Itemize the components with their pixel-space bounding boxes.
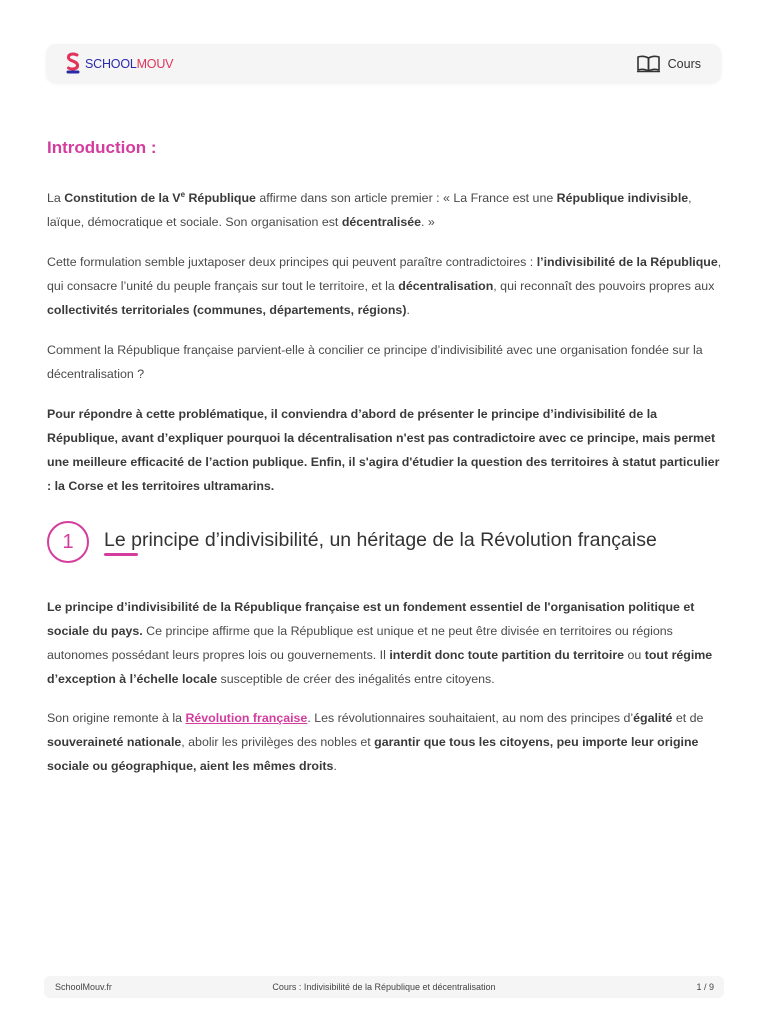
bold-term: collectivités territoriales (communes, départements, régions) (47, 303, 407, 317)
constitution-term (64, 191, 256, 205)
bold-term: souveraineté nationale (47, 735, 182, 749)
introduction-title: Introduction : (47, 138, 157, 157)
text: République (185, 191, 256, 205)
revolution-francaise-link[interactable]: Révolution française (185, 711, 308, 725)
superscript: e (180, 189, 186, 199)
bold-term: tout régime d’exception à l’échelle locale (47, 648, 713, 686)
bold-term: République indivisible (556, 191, 689, 205)
top-header (46, 44, 721, 83)
schoolmouv-logo[interactable] (66, 52, 173, 76)
section-number-badge: 1 (47, 521, 89, 563)
section-1-paragraph-1 (47, 595, 723, 691)
page-footer (44, 976, 724, 998)
text: Cette formulation semble juxtaposer deux principes qui peuvent paraître contradictoires : (47, 255, 537, 269)
section-1-paragraph-2 (47, 706, 723, 778)
bold-term: l’indivisibilité de la République (536, 255, 718, 269)
text: . » (421, 215, 435, 229)
footer-site: SchoolMouv.fr (55, 982, 112, 992)
text: , qui consacre l’unité du peuple français sur tout le territoire, et la (47, 255, 722, 293)
footer-course-title: Cours : Indivisibilité de la République et décentralisation (272, 982, 496, 992)
section-1-heading (47, 521, 723, 565)
text: Constitution de la V (64, 191, 181, 205)
text: affirme dans son article premier : « La France est une (255, 191, 557, 205)
brand-name (85, 57, 173, 71)
bold-term: décentralisée (341, 215, 422, 229)
text: , qui reconnaît des pouvoirs propres aux (493, 279, 715, 293)
section-title: Le principe d’indivisibilité, un héritage de la Révolution française (104, 529, 657, 551)
intro-paragraph-1 (47, 186, 723, 234)
text: et de (672, 711, 704, 725)
bold-term: décentralisation (398, 279, 494, 293)
cours-label: Cours (667, 56, 701, 71)
bold-term: garantir que tous les citoyens, peu importe leur origine sociale ou géographique, aient les mêmes droits (47, 735, 699, 773)
text: La (47, 191, 65, 205)
intro-paragraph-3: Comment la République française parvient-elle à concilier ce principe d’indivisibilité avec une organisation fondée sur la décentralisation ? (47, 343, 703, 381)
text: . (406, 303, 410, 317)
text: , abolir les privilèges des nobles et (181, 735, 375, 749)
text: susceptible de créer des inégalités entre citoyens. (217, 672, 495, 686)
text: , laïque, démocratique et sociale. Son organisation est (47, 191, 692, 229)
text: Son origine remonte à la (47, 711, 186, 725)
text: . Les révolutionnaires souhaitaient, au nom des principes d’ (307, 711, 634, 725)
bold-term: égalité (633, 711, 673, 725)
section-title-underline (104, 553, 138, 556)
intro-paragraph-2 (47, 250, 723, 322)
cours-button[interactable] (636, 54, 701, 73)
brand-school: SCHOOL (85, 57, 137, 71)
book-icon (636, 54, 661, 73)
footer-page-number: 1 / 9 (696, 982, 714, 992)
text: Ce principe affirme que la République est unique et ne peut être divisée en territoires ou régions autonomes possédant leurs propres lois ou gouvernements. Il (47, 624, 673, 662)
brand-mouv: MOUV (136, 57, 174, 71)
bold-term: interdit donc toute partition du territoire (389, 648, 625, 662)
schoolmouv-s-icon (66, 52, 80, 76)
bold-term: Le principe d’indivisibilité de la République française est un fondement essentiel de l'organisation politique et sociale du pays. (47, 600, 695, 638)
text: . (333, 759, 337, 773)
problematique-paragraph: Pour répondre à cette problématique, il conviendra d’abord de présenter le principe d’indivisibilité de la République, avant d’expliquer pourquoi la décentralisation n'est pas contradictoire avec ce principe, mais permet une meilleure efficacité de l’action publique. Enfin, il s'agira d'étudier la question des territoires à statut particulier : la Corse et les territoires ultramarins. (47, 407, 720, 493)
text: ou (624, 648, 645, 662)
